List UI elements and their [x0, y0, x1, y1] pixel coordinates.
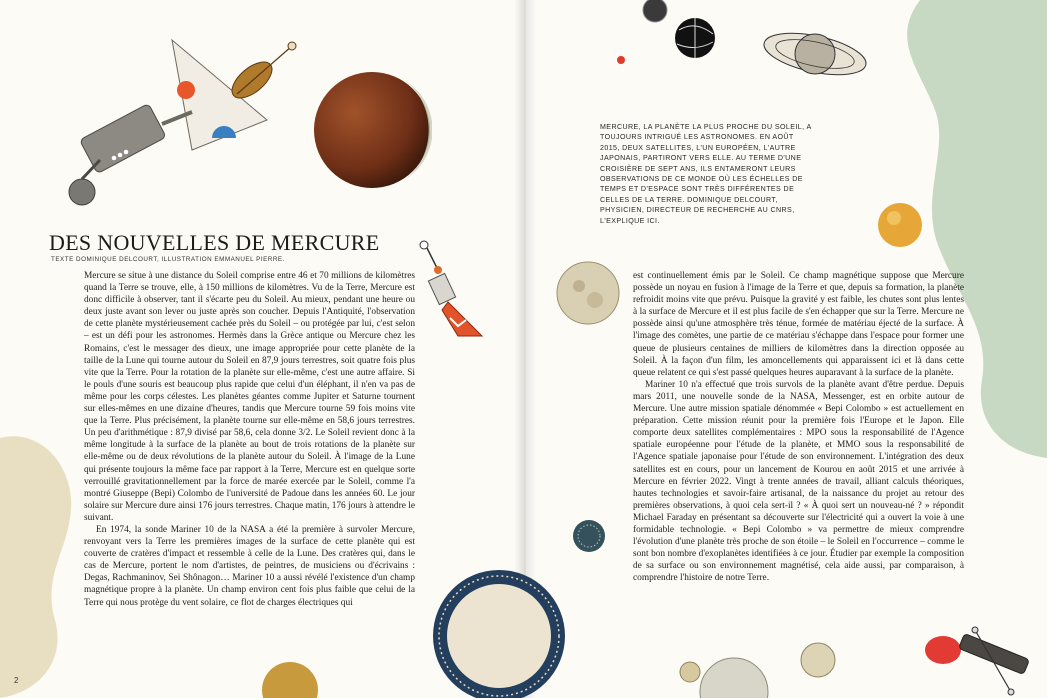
- left-body-column: [84, 270, 415, 609]
- gold-planet-bottom: [260, 660, 320, 698]
- cream-blob-bottom-left: [0, 430, 80, 698]
- ringed-globe-illustration: [432, 566, 567, 698]
- right-body-column: [633, 270, 964, 584]
- moon-illustration: [555, 260, 621, 326]
- body-paragraph: En 1974, la sonde Mariner 10 de la NASA a été la première à survoler Mercure, renvoyant vers la Terre les premières images de la surface de cette planète qui est couverte de cratères d'impact et ressemble à celle de la Lune. Des cratères qui, dans le cas de Mercure, portent le nom d'artistes, de peintres, de musiciens ou d'écrivains : Degas, Rachmaninov, Sei Shônagon… Mariner 10 a aussi révélé l'existence d'un champ magnétique propre à la planète. Un champ environ cent fois plus faible que celui de la Terre qui nous protège du vent solaire, ce flot de charges électriques qui: [84, 524, 415, 608]
- page-number: 2: [14, 676, 19, 685]
- saturn-illustration: [760, 18, 870, 88]
- satellite-illustration: [62, 32, 302, 212]
- brown-planet: [312, 70, 432, 190]
- rocket-pendant-illustration: [414, 240, 488, 340]
- body-paragraph: est continuellement émis par le Soleil. Ce champ magnétique suppose que Mercure possède un noyau en fusion à l'image de la Terre et que, depuis sa formation, la planète refroidit moins vite que prévu. Puisque la gravité y est faible, les chutes sont plus lentes à la surface de Mercure et il est plus facile de s'en échapper que sur la Terre. Mercure ne possède ainsi qu'une atmosphère très ténue, formée de matériau éjecté de la surface. À l'image des comètes, une partie de ce matériau s'échappe dans l'espace pour former une queue de plusieurs centaines de milliers de kilomètres dans la direction opposée au Soleil. À la façon d'un film, les amoncellements qui apparaissent ici et là dans cette queue relatent ce qui s'est passé quelques heures auparavant à la surface de la planète.: [633, 271, 964, 378]
- body-paragraph: Mariner 10 n'a effectué que trois survols de la planète avant d'être perdue. Depuis mars 2011, une nouvelle sonde de la NASA, Messenger, est en orbite autour de Mercure. Une autre mission spatiale dénommée « Bepi Colombo » est actuellement en préparation. Cette mission réunit pour la première fois l'Europe et le Japon. Elle comporte deux satellites complémentaires : MPO sous la responsabilité de l'Agence spatiale européenne pour l'étude de la planète, et MMO sous la responsabilité de l'Agence spatiale japonaise pour l'étude de son environnement. L'intégration des deux satellites est en cours, pour un lancement de Kourou en août 2015 et une arrivée à Mercure en février 2022. Vingt à trente années de travail, alliant calculs théoriques, hautes technologies et savoir-faire artisanal, de la naissance du projet au retour des premières observations, à quoi cela sert-il ? « À quoi sert un nouveau-né ? » répondit Michael Faraday en présentant sa découverte sur l'électricité qui a ouvert la voie à une formidable technologie. « Bepi Colombo » va permettre de mieux comprendre l'évolution d'une planète très proche de son étoile – le Soleil en l'occurrence – comme le sont bon nombre d'exoplanètes identifiées à ce jour. Étudier par exemple la composition de sa surface ou son environnement magnétisé, cela aide aussi, par comparaison, à comprendre l'histoire de notre Terre.: [633, 379, 964, 584]
- small-planets-top: [615, 0, 725, 70]
- bottom-planets-right: [676, 632, 836, 698]
- article-standfirst: MERCURE, LA PLANÈTE LA PLUS PROCHE DU SOLEIL, A TOUJOURS INTRIGUÉ LES ASTRONOMES. EN AOÛT 2015, DEUX SATELLITES, L'UN EUROPÉEN, L'AUTRE JAPONAIS, PARTIRONT VERS ELLE. AU TERME D'UNE CROISIÈRE DE SEPT ANS, ILS ENTAMERONT LEURS OBSERVATIONS DE CE MONDE OÙ LES ÉCHELLES DE TEMPS ET D'ESPACE SONT TRÈS DIFFÉRENTES DE CELLES DE LA TERRE. DOMINIQUE DELCOURT, PHYSICIEN, DIRECTEUR DE RECHERCHE AU CNRS, L'EXPLIQUE ICI.: [600, 123, 812, 225]
- body-paragraph: Mercure se situe à une distance du Soleil comprise entre 46 et 70 millions de kilomètres quand la Terre se trouve, elle, à 150 millions de kilomètres. Vu de la Terre, Mercure est donc difficile à observer, tant il s'écarte peu du Soleil. Au mieux, pendant une heure ou deux juste avant son lever ou juste après son coucher. Depuis l'Antiquité, l'observation de cette planète mystérieusement cachée près du Soleil – ou protégée par lui, c'est selon – est un défi pour les astronomes. Hermès dans la Grèce antique ou Mercure chez les Romains, c'est le messager des dieux, une image appropriée pour cette planète de la taille de la Lune qui tourne autour du Soleil en 87,9 jours terrestres, soit quatre fois plus vite que la Terre. Pour la rotation de la planète sur elle-même, c'est une autre affaire. Si le pouls d'une souris est beaucoup plus rapide que celui d'un éléphant, il n'en va pas de même pour les corps célestes. Les planètes géantes comme Jupiter et Saturne tournent sur elles-mêmes en une dizaine d'heures, tandis que Mercure tourne 59 fois moins vite que la Terre. Plus précisément, la planète tourne sur elle-même en 58,6 jours terrestres. Un peu d'arithmétique : 87,9 divisé par 58,6, cela donne 3/2. Le Soleil revient donc à la même longitude à la surface de la planète au bout de trois rotations de la planète sur elle-même ou de deux révolutions de la planète autour du Soleil. À l'image de la Lune qui présente toujours la même face par rapport à la Terre, Mercure est en quelque sorte verrouillé gravitationnellement par la force de marée exercée par le Soleil, comme l'a montré Giuseppe (Bepi) Colombo de l'université de Padoue dans les années 60. Le jour solaire sur Mercure dure ainsi 176 jours terrestres. Chaque matin, 176 jours à attendre le suivant.: [84, 271, 415, 523]
- orange-planet: [876, 201, 924, 249]
- article-credits: TEXTE DOMINIQUE DELCOURT, ILLUSTRATION EMMANUEL PIERRE.: [51, 256, 285, 263]
- article-title: DES NOUVELLES DE MERCURE: [49, 230, 380, 255]
- capsule-illustration: [915, 626, 1040, 698]
- small-globe-illustration: [571, 518, 607, 554]
